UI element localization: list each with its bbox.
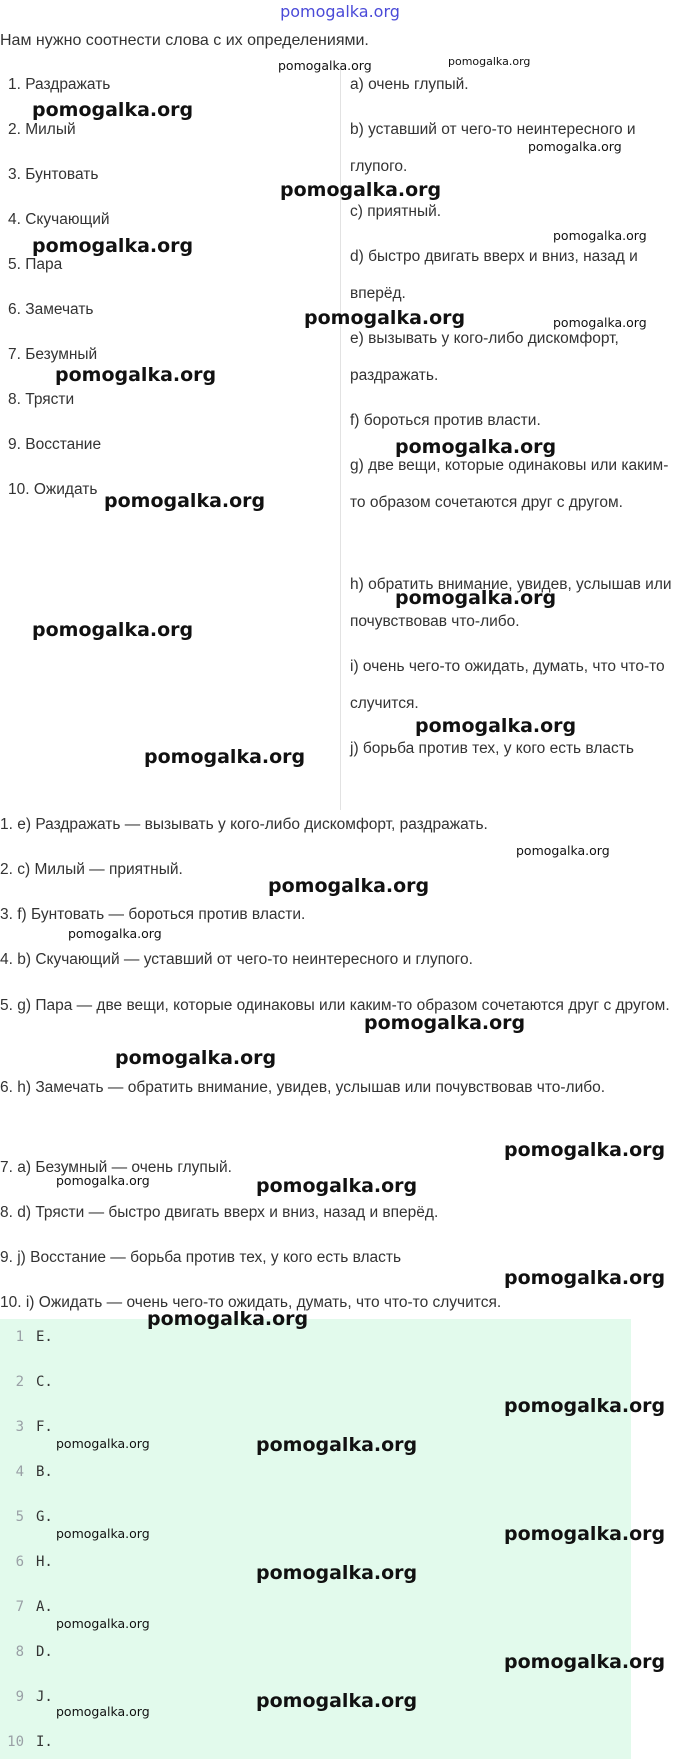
watermark: pomogalka.org [304, 307, 466, 329]
words-column [0, 66, 340, 810]
watermark: pomogalka.org [56, 1436, 150, 1451]
code-line-text: G. [36, 1509, 53, 1525]
word-item: 10. Ожидать [8, 481, 98, 498]
line-number: 10 [7, 1734, 24, 1750]
code-line [0, 1464, 53, 1480]
definition-item: d) быстро двигать вверх и вниз, назад и вперёд. [350, 248, 638, 302]
watermark: pomogalka.org [364, 1012, 526, 1034]
line-number: 7 [15, 1599, 24, 1615]
code-line-text: I. [36, 1734, 53, 1750]
watermark: pomogalka.org [504, 1651, 666, 1673]
watermark: pomogalka.org [516, 843, 610, 858]
watermark: pomogalka.org [504, 1523, 666, 1545]
word-item: 2. Милый [8, 121, 76, 138]
answer-line: 9. j) Восстание — борьба против тех, у кого есть власть [0, 1249, 402, 1266]
word-item: 3. Бунтовать [8, 166, 99, 183]
code-line [0, 1374, 53, 1390]
watermark: pomogalka.org [415, 715, 577, 737]
line-number: 8 [15, 1644, 24, 1660]
watermark: pomogalka.org [56, 1616, 150, 1631]
word-item: 6. Замечать [8, 301, 94, 318]
word-item: 1. Раздражать [8, 76, 111, 93]
watermark: pomogalka.org [55, 364, 217, 386]
watermark: pomogalka.org [56, 1173, 150, 1188]
definition-item: h) обратить внимание, увидев, услышав или почувствовав что-либо. [350, 576, 672, 630]
line-number: 2 [15, 1374, 24, 1390]
code-line [0, 1329, 53, 1345]
intro-text: Нам нужно соотнести слова с их определениями. [0, 32, 369, 49]
code-line [0, 1509, 53, 1525]
code-line [0, 1644, 53, 1660]
watermark: pomogalka.org [68, 926, 162, 941]
definition-item: e) вызывать у кого-либо дискомфорт, раздражать. [350, 330, 619, 384]
word-item: 5. Пара [8, 256, 63, 273]
line-number: 9 [15, 1689, 24, 1705]
code-line [0, 1554, 53, 1570]
watermark: pomogalka.org [256, 1562, 418, 1584]
word-item: 4. Скучающий [8, 211, 110, 228]
code-line-text: H. [36, 1554, 53, 1570]
answer-line: 6. h) Замечать — обратить внимание, увидев, услышав или почувствовав что-либо. [0, 1079, 606, 1096]
word-item: 8. Трясти [8, 391, 75, 408]
code-line-text: B. [36, 1464, 53, 1480]
code-line [0, 1419, 53, 1435]
code-line-text: J. [36, 1689, 53, 1705]
watermark: pomogalka.org [448, 55, 531, 68]
watermark: pomogalka.org [56, 1704, 150, 1719]
code-line [0, 1734, 53, 1750]
watermark: pomogalka.org [528, 139, 622, 154]
definition-item: g) две вещи, которые одинаковы или каким-то образом сочетаются друг с другом. [350, 457, 669, 511]
site-title[interactable]: pomogalka.org [280, 2, 400, 21]
answer-line: 3. f) Бунтовать — бороться против власти. [0, 906, 306, 923]
definition-item: f) бороться против власти. [350, 412, 541, 429]
watermark: pomogalka.org [268, 875, 430, 897]
code-line-text: E. [36, 1329, 53, 1345]
code-line [0, 1689, 53, 1705]
definition-item: c) приятный. [350, 203, 442, 220]
code-line-text: D. [36, 1644, 53, 1660]
answer-line: 10. i) Ожидать — очень чего-то ожидать, думать, что что-то случится. [0, 1294, 502, 1311]
line-number: 5 [15, 1509, 24, 1525]
watermark: pomogalka.org [256, 1175, 418, 1197]
definition-item: b) уставший от чего-то неинтересного и глупого. [350, 121, 636, 175]
definition-item: i) очень чего-то ожидать, думать, что что-то случится. [350, 658, 665, 712]
watermark: pomogalka.org [504, 1267, 666, 1289]
watermark: pomogalka.org [32, 99, 194, 121]
watermark: pomogalka.org [32, 235, 194, 257]
watermark: pomogalka.org [144, 746, 306, 768]
answer-line: 5. g) Пара — две вещи, которые одинаковы или каким-то образом сочетаются друг с другом. [0, 997, 670, 1014]
watermark: pomogalka.org [278, 58, 372, 73]
line-number: 6 [15, 1554, 24, 1570]
watermark: pomogalka.org [395, 587, 557, 609]
watermark: pomogalka.org [504, 1139, 666, 1161]
code-line-text: A. [36, 1599, 53, 1615]
definition-item: a) очень глупый. [350, 76, 469, 93]
watermark: pomogalka.org [504, 1395, 666, 1417]
watermark: pomogalka.org [553, 228, 647, 243]
watermark: pomogalka.org [104, 490, 266, 512]
watermark: pomogalka.org [256, 1434, 418, 1456]
watermark: pomogalka.org [280, 179, 442, 201]
watermark: pomogalka.org [553, 315, 647, 330]
line-number: 1 [15, 1329, 24, 1345]
watermark: pomogalka.org [147, 1308, 309, 1330]
answer-line: 7. a) Безумный — очень глупый. [0, 1159, 232, 1176]
watermark: pomogalka.org [256, 1690, 418, 1712]
definition-item: j) борьба против тех, у кого есть власть [350, 740, 634, 757]
watermark: pomogalka.org [56, 1526, 150, 1541]
answer-line: 1. e) Раздражать — вызывать у кого-либо дискомфорт, раздражать. [0, 816, 488, 833]
watermark: pomogalka.org [115, 1047, 277, 1069]
answer-line: 2. c) Милый — приятный. [0, 861, 183, 878]
answer-line: 4. b) Скучающий — уставший от чего-то неинтересного и глупого. [0, 951, 473, 968]
word-item: 9. Восстание [8, 436, 102, 453]
line-number: 4 [15, 1464, 24, 1480]
line-number: 3 [15, 1419, 24, 1435]
code-line-text: C. [36, 1374, 53, 1390]
watermark: pomogalka.org [395, 436, 557, 458]
watermark: pomogalka.org [32, 619, 194, 641]
word-item: 7. Безумный [8, 346, 98, 363]
answer-line: 8. d) Трясти — быстро двигать вверх и вниз, назад и вперёд. [0, 1204, 439, 1221]
code-line [0, 1599, 53, 1615]
code-line-text: F. [36, 1419, 53, 1435]
